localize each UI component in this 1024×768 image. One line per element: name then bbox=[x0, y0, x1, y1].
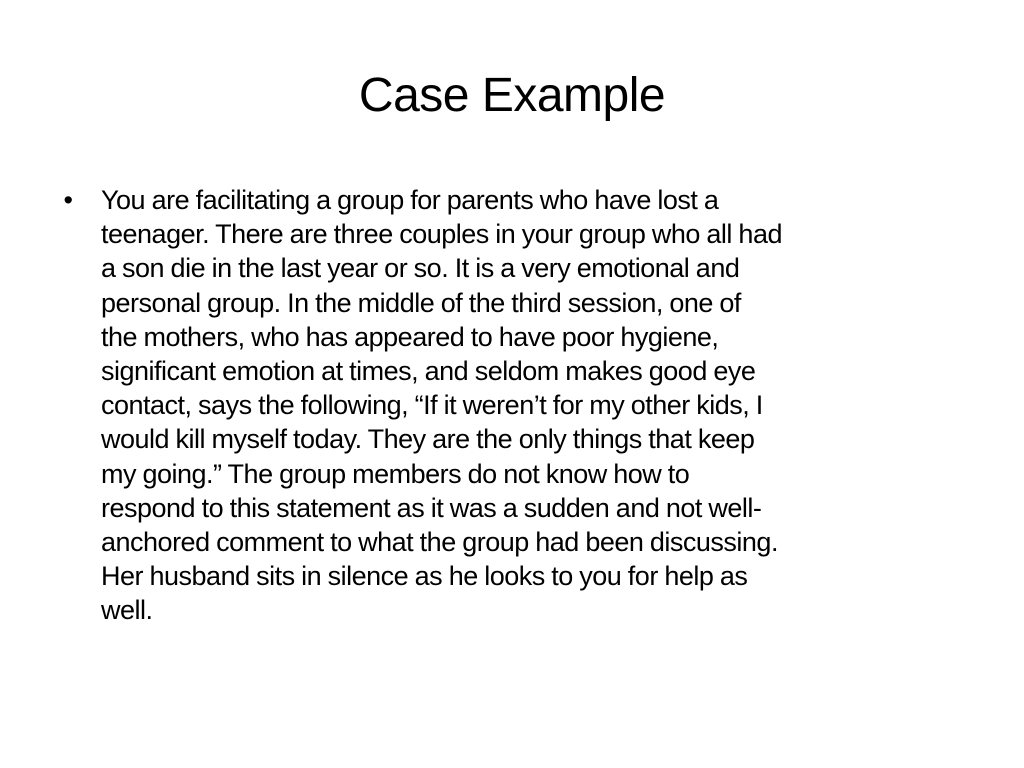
bullet-text-line: well. bbox=[101, 595, 153, 626]
bullet-text-line: Her husband sits in silence as he looks to you for help as bbox=[101, 561, 748, 592]
bullet-item bbox=[58, 183, 978, 628]
bullet-list bbox=[58, 183, 978, 628]
bullet-text-line: significant emotion at times, and seldom makes good eye bbox=[101, 356, 756, 387]
bullet-text-line: contact, says the following, “If it weren’t for my other kids, I bbox=[101, 390, 763, 421]
bullet-text-line: the mothers, who has appeared to have poor hygiene, bbox=[101, 321, 719, 352]
bullet-text bbox=[101, 183, 978, 628]
bullet-text-line: personal group. In the middle of the third session, one of bbox=[101, 287, 741, 318]
slide-title: Case Example bbox=[358, 69, 666, 122]
bullet-text-line: anchored comment to what the group had been discussing. bbox=[101, 527, 778, 558]
bullet-text-line: You are facilitating a group for parents who have lost a bbox=[101, 185, 719, 215]
bullet-text-line: a son die in the last year or so. It is a very emotional and bbox=[101, 253, 740, 284]
bullet-text-line: would kill myself today. They are the only things that keep bbox=[101, 424, 755, 455]
bullet-marker: • bbox=[63, 185, 73, 215]
bullet-text-line: respond to this statement as it was a sudden and not well- bbox=[101, 492, 762, 523]
bullet-text-line: teenager. There are three couples in your group who all had bbox=[101, 219, 782, 250]
bullet-text-line: my going.” The group members do not know how to bbox=[101, 458, 690, 489]
